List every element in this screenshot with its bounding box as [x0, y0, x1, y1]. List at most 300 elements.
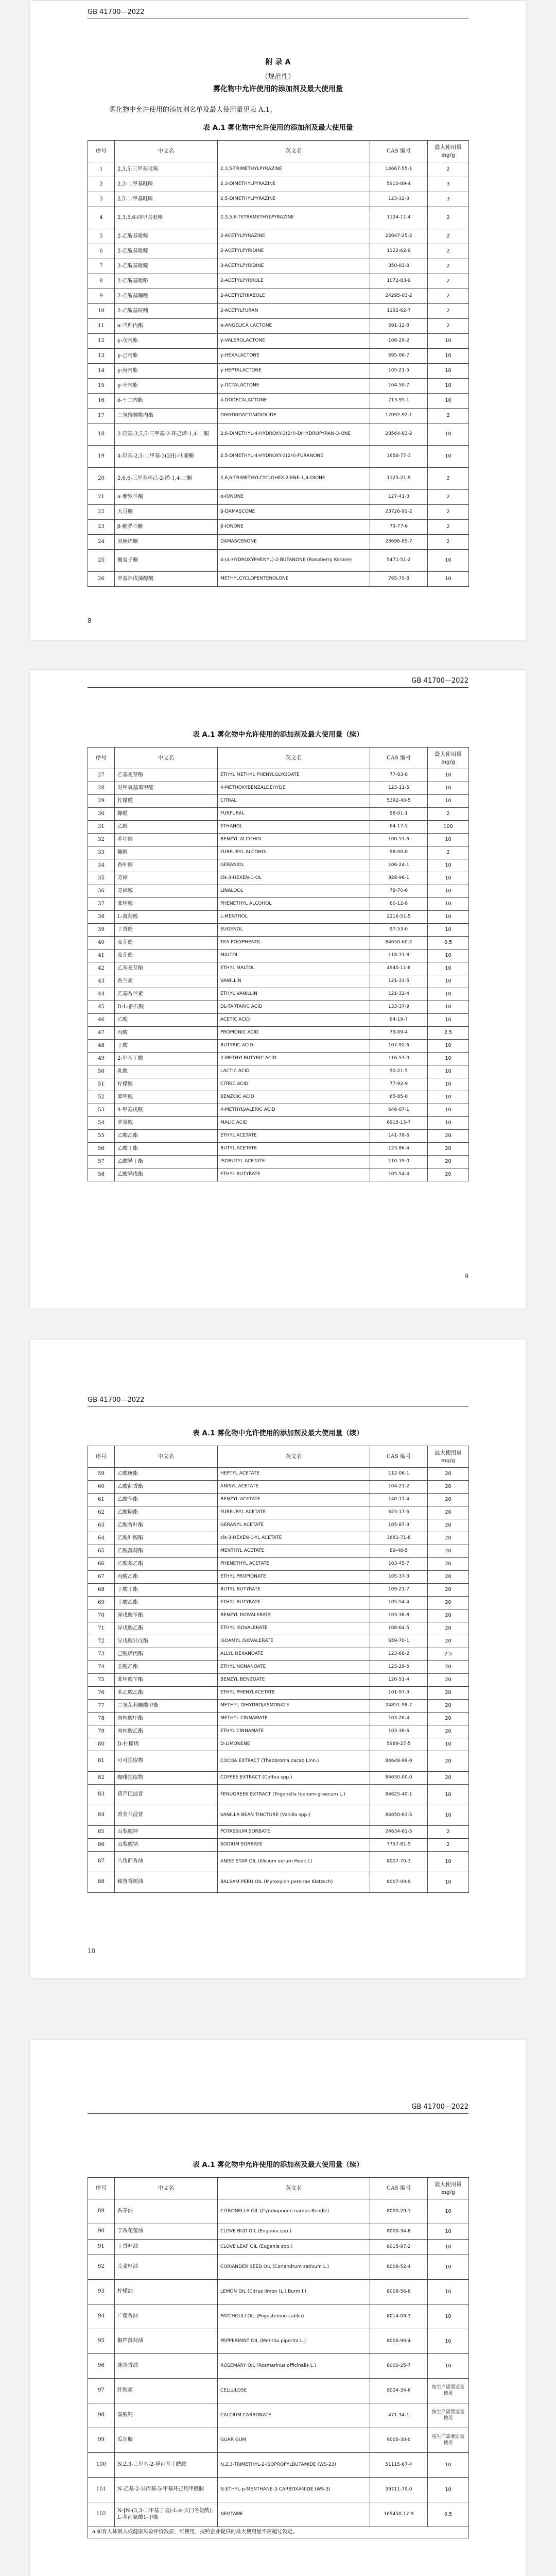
cell-en: ROSEMARY OIL (Rosmarinus officinalis L.) — [218, 2354, 370, 2379]
cell-cas: 23696-85-7 — [370, 535, 428, 550]
cell-max: 10 — [428, 2304, 469, 2329]
table-header-row — [88, 141, 469, 162]
cell-cas: 116-53-0 — [370, 1053, 428, 1065]
cell-max: 20 — [428, 1545, 469, 1558]
cell-cas: 1072-83-9 — [370, 274, 428, 289]
cell-cn: 乙酸庚酯 — [115, 1468, 218, 1481]
cell-max: 20 — [428, 1597, 469, 1609]
cell-en: CITRONELLA OIL (Cymbopogon nardus Rendle) — [218, 2199, 370, 2224]
cell-en: BENZYL ACETATE — [218, 1494, 370, 1506]
cell-cas: 765-70-8 — [370, 572, 428, 587]
cell-max: 10 — [428, 349, 469, 364]
table-row — [88, 2255, 469, 2280]
cell-cn: 山梨酸钠 — [115, 1839, 218, 1852]
cell-en: ETHYL ISOVALERATE — [218, 1622, 370, 1635]
cell-cn: N-[N-(3,3-二甲基丁基)-L-α-天门冬氨酰]-L-苯丙氨酸1-甲酯 — [115, 2502, 218, 2527]
cell-no: 96 — [88, 2354, 115, 2379]
table-row — [88, 1078, 469, 1091]
cell-cas: 101-97-3 — [370, 1687, 428, 1700]
cell-cas: 50-21-5 — [370, 1065, 428, 1078]
cell-cn: 丙酸 — [115, 1027, 218, 1040]
table-row — [88, 1053, 469, 1065]
cell-max: 20 — [428, 1635, 469, 1648]
cell-no: 97 — [88, 2379, 115, 2403]
cell-no: 62 — [88, 1506, 115, 1519]
cell-en: SODIUM SORBATE — [218, 1839, 370, 1852]
table-row — [88, 535, 469, 550]
cell-max: 20 — [428, 1130, 469, 1143]
cell-no: 22 — [88, 505, 115, 520]
cell-max: 2 — [428, 274, 469, 289]
table-row — [88, 859, 469, 872]
additive-table — [88, 140, 469, 587]
table-header-row — [88, 2178, 469, 2199]
cell-en: CITRAL — [218, 795, 370, 808]
cell-max: 20 — [428, 1519, 469, 1532]
cell-en: 2,3,5,6-TETRAMETHYLPYRAZINE — [218, 207, 370, 229]
cell-max: 10 — [428, 859, 469, 872]
table-row — [88, 229, 469, 244]
col-header-en: 英文名 — [218, 748, 370, 769]
cell-cas: 6915-15-7 — [370, 1117, 428, 1130]
cell-en: DAMASCENONE — [218, 535, 370, 550]
cell-cn: 壬酸乙酯 — [115, 1661, 218, 1674]
cell-no: 49 — [88, 1053, 115, 1065]
cell-cas: 118-71-8 — [370, 950, 428, 962]
cell-no: 80 — [88, 1738, 115, 1751]
cell-cas: 3681-71-8 — [370, 1532, 428, 1545]
cell-en: LEMON OIL (Citrus limon (L.) Burm.f.) — [218, 2280, 370, 2304]
col-header-cas: CAS 编号 — [370, 748, 428, 769]
cell-cas: 695-06-7 — [370, 349, 428, 364]
cell-cn: 丁酸乙酯 — [115, 1597, 218, 1609]
cell-no: 9 — [88, 289, 115, 304]
cell-no: 81 — [88, 1751, 115, 1772]
cell-cas: 8000-25-7 — [370, 2354, 428, 2379]
cell-max: 10 — [428, 1091, 469, 1104]
table-row — [88, 975, 469, 988]
cell-max: 10 — [428, 364, 469, 379]
cell-cas: 105-37-3 — [370, 1571, 428, 1584]
cell-max: 20 — [428, 1687, 469, 1700]
cell-cn: 秘鲁香树油 — [115, 1872, 218, 1893]
cell-cn: 乙酸苯乙酯 — [115, 1558, 218, 1571]
cell-cas: 121-32-4 — [370, 988, 428, 1001]
cell-cn: 肉桂酸甲酯 — [115, 1713, 218, 1725]
cell-cas: 78-70-6 — [370, 885, 428, 898]
col-header-cas: CAS 编号 — [370, 141, 428, 162]
cell-cn: 乙醇 — [115, 821, 218, 834]
col-header-en: 英文名 — [218, 2178, 370, 2199]
cell-cn: D-柠檬烯 — [115, 1738, 218, 1751]
cell-en: ETHYL MALTOL — [218, 962, 370, 975]
document-page-2 — [30, 670, 526, 1309]
cell-cn: 糠醇 — [115, 846, 218, 859]
table-row — [88, 162, 469, 177]
cell-no: 57 — [88, 1156, 115, 1168]
cell-max: 20 — [428, 1168, 469, 1181]
cell-cas: 84650-60-2 — [370, 937, 428, 950]
cell-cn: 八角茴香油 — [115, 1852, 218, 1872]
cell-cn: 异戊酸乙酯 — [115, 1622, 218, 1635]
cell-cas: 98-01-1 — [370, 808, 428, 821]
cell-en: cis-3-HEXEN-1-YL ACETATE — [218, 1532, 370, 1545]
cell-en: COCOA EXTRACT (Theobroma cacao Linn.) — [218, 1751, 370, 1772]
cell-cas: 97-53-0 — [370, 924, 428, 937]
cell-cas: 646-07-1 — [370, 1104, 428, 1117]
cell-cas: 24634-61-5 — [370, 1826, 428, 1839]
cell-no: 5 — [88, 229, 115, 244]
table-row — [88, 782, 469, 795]
cell-cas: 39711-79-0 — [370, 2478, 428, 2502]
table-row — [88, 490, 469, 505]
cell-max: 10 — [428, 2478, 469, 2502]
cell-cas: 471-34-1 — [370, 2403, 428, 2428]
cell-en: 2-ACETYLPYRROLE — [218, 274, 370, 289]
cell-en: ETHANOL — [218, 821, 370, 834]
cell-cas: 103-36-6 — [370, 1725, 428, 1738]
cell-cas: 121-33-5 — [370, 975, 428, 988]
cell-no: 38 — [88, 911, 115, 924]
cell-cn: 芳樟醇 — [115, 885, 218, 898]
cell-cas: 8007-70-3 — [370, 1852, 428, 1872]
cell-no: 35 — [88, 872, 115, 885]
cell-en: γ-OCTALACTONE — [218, 379, 370, 394]
cell-no: 76 — [88, 1687, 115, 1700]
table-row — [88, 1545, 469, 1558]
cell-en: β-DAMASCONE — [218, 505, 370, 520]
cell-max: 10 — [428, 2453, 469, 2478]
cell-max: 2 — [428, 229, 469, 244]
additive-table — [88, 1446, 469, 1893]
cell-no: 65 — [88, 1545, 115, 1558]
cell-max: 20 — [428, 1506, 469, 1519]
cell-no: 27 — [88, 769, 115, 782]
table-row — [88, 423, 469, 446]
table-row — [88, 2240, 469, 2255]
col-header-max: 最大使用量 mg/g — [428, 1446, 469, 1468]
cell-en: FURFURYL ALCOHOL — [218, 846, 370, 859]
cell-no: 77 — [88, 1700, 115, 1713]
cell-cn: 苹果酸 — [115, 1117, 218, 1130]
cell-en: LINALOOL — [218, 885, 370, 898]
table-row — [88, 1674, 469, 1687]
cell-cas: 9000-30-0 — [370, 2428, 428, 2453]
cell-no: 56 — [88, 1143, 115, 1156]
cell-en: TEA POLYPHENOL — [218, 937, 370, 950]
cell-cn: 2-乙酰基吡咯 — [115, 274, 218, 289]
cell-max: 2 — [428, 244, 469, 259]
cell-max: 2 — [428, 808, 469, 821]
cell-no: 1 — [88, 162, 115, 177]
cell-cn: 椒样薄荷油 — [115, 2329, 218, 2354]
cell-cn: 2,3,5,6-四甲基吡嗪 — [115, 207, 218, 229]
cell-en: CORIANDER SEED OIL (Coriandrum sativum L.) — [218, 2255, 370, 2280]
header-rule — [88, 1406, 468, 1407]
cell-en: β-IONONE — [218, 520, 370, 535]
table-row — [88, 1725, 469, 1738]
cell-en: VANILLIN — [218, 975, 370, 988]
table-row — [88, 1713, 469, 1725]
table-row — [88, 319, 469, 334]
cell-cas: 1124-11-4 — [370, 207, 428, 229]
table-row — [88, 1091, 469, 1104]
cell-cn: 麦芽酚 — [115, 937, 218, 950]
cell-max: 10 — [428, 988, 469, 1001]
table-row — [88, 192, 469, 207]
table-row — [88, 2224, 469, 2240]
table-row — [88, 2199, 469, 2224]
cell-max: 10 — [428, 2224, 469, 2240]
cell-cas: 108-29-2 — [370, 334, 428, 349]
table-row — [88, 2428, 469, 2453]
table-row — [88, 1494, 469, 1506]
cell-max: 2.5 — [428, 1648, 469, 1661]
cell-no: 39 — [88, 924, 115, 937]
cell-en: BENZOIC ACID — [218, 1091, 370, 1104]
cell-en: 2-METHYLBUTYRIC ACID — [218, 1053, 370, 1065]
cell-cn: 芫荽籽油 — [115, 2255, 218, 2280]
cell-no: 54 — [88, 1117, 115, 1130]
cell-no: 53 — [88, 1104, 115, 1117]
cell-en: α-IONONE — [218, 490, 370, 505]
cell-max: 10 — [428, 1065, 469, 1078]
cell-en: PHENETHYL ACETATE — [218, 1558, 370, 1571]
cell-no: 99 — [88, 2428, 115, 2453]
col-header-en: 英文名 — [218, 1446, 370, 1468]
col-header-cn: 中文名 — [115, 141, 218, 162]
cell-max: 20 — [428, 1661, 469, 1674]
cell-cas: 8007-00-9 — [370, 1872, 428, 1893]
cell-cas: 105-54-4 — [370, 1168, 428, 1181]
cell-cn: 乙酸异丁酯 — [115, 1156, 218, 1168]
col-header-no: 序号 — [88, 141, 115, 162]
cell-cas: 591-12-8 — [370, 319, 428, 334]
cell-max: 10 — [428, 769, 469, 782]
cell-cas: 98-00-0 — [370, 846, 428, 859]
cell-cn: 二氢茉莉酮酸甲酯 — [115, 1700, 218, 1713]
cell-no: 101 — [88, 2478, 115, 2502]
cell-en: 4-METHOXYBENZALDEHYDE — [218, 782, 370, 795]
cell-cas: 84650-63-5 — [370, 1805, 428, 1826]
cell-cas: 5471-51-2 — [370, 550, 428, 572]
table-row — [88, 468, 469, 490]
cell-no: 78 — [88, 1713, 115, 1725]
page-header-standard: GB 41700—2022 — [411, 2103, 468, 2111]
table-row — [88, 1156, 469, 1168]
cell-cas: 112-06-1 — [370, 1468, 428, 1481]
page-number: 10 — [88, 1947, 96, 1955]
cell-en: BUTYRIC ACID — [218, 1040, 370, 1053]
cell-cn: 苯甲醇 — [115, 898, 218, 911]
cell-cas: 104-50-7 — [370, 379, 428, 394]
cell-max: 10 — [428, 423, 469, 446]
cell-cn: 香兰素 — [115, 975, 218, 988]
cell-en: CLOVE BUD OIL (Eugenia spp.) — [218, 2224, 370, 2240]
cell-cas: 123-29-5 — [370, 1661, 428, 1674]
table-row — [88, 446, 469, 468]
cell-cn: 丁香花蕾油 — [115, 2224, 218, 2240]
cell-max: 20 — [428, 1143, 469, 1156]
cell-cn: 柠檬酸 — [115, 1078, 218, 1091]
col-header-max: 最大使用量 mg/g — [428, 2178, 469, 2199]
cell-max: 10 — [428, 2280, 469, 2304]
cell-max: 10 — [428, 2199, 469, 2224]
cell-cas: 623-17-6 — [370, 1506, 428, 1519]
cell-en: FENUGREEK EXTRACT (Trigonella foenum-graecum L.) — [218, 1785, 370, 1805]
cell-cas: 2216-51-5 — [370, 911, 428, 924]
table-row — [88, 988, 469, 1001]
table-row — [88, 274, 469, 289]
cell-cn: δ-十二内酯 — [115, 394, 218, 409]
cell-en: CITRIC ACID — [218, 1078, 370, 1091]
cell-max: 100 — [428, 821, 469, 834]
cell-max: 按生产需要适量使用 — [428, 2403, 469, 2428]
table-row — [88, 1104, 469, 1117]
cell-cn: 对甲氧基苯甲醛 — [115, 782, 218, 795]
cell-cas: 123-11-5 — [370, 782, 428, 795]
cell-en: CELLULOSE — [218, 2379, 370, 2403]
table-row — [88, 2304, 469, 2329]
cell-cn: 瓜尔胶 — [115, 2428, 218, 2453]
cell-cn: γ-辛内酯 — [115, 379, 218, 394]
cell-en: ETHYL ACETATE — [218, 1130, 370, 1143]
cell-en: 2-ACETYLFURAN — [218, 304, 370, 319]
table-row — [88, 1635, 469, 1648]
cell-cn: 2-乙酰基吡啶 — [115, 244, 218, 259]
cell-no: 4 — [88, 207, 115, 229]
cell-en: FURFURYL ACETATE — [218, 1506, 370, 1519]
cell-max: 10 — [428, 446, 469, 468]
col-header-cas: CAS 编号 — [370, 1446, 428, 1468]
table-row — [88, 1168, 469, 1181]
page-number: 8 — [88, 617, 92, 624]
cell-en: 2,5-DIMETHYLPYRAZINE — [218, 192, 370, 207]
cell-no: 21 — [88, 490, 115, 505]
table-row — [88, 769, 469, 782]
cell-cas: 8000-34-8 — [370, 2224, 428, 2240]
cell-cn: 己酸烯丙酯 — [115, 1648, 218, 1661]
cell-max: 10 — [428, 334, 469, 349]
cell-no: 28 — [88, 782, 115, 795]
table-row — [88, 364, 469, 379]
cell-no: 10 — [88, 304, 115, 319]
cell-cas: 141-78-6 — [370, 1130, 428, 1143]
cell-en: GERANIOL — [218, 859, 370, 872]
cell-en: PROPIONIC ACID — [218, 1027, 370, 1040]
cell-cas: 127-41-3 — [370, 490, 428, 505]
table-row — [88, 177, 469, 192]
cell-max: 10 — [428, 1040, 469, 1053]
cell-max: 20 — [428, 1584, 469, 1597]
cell-max: 20 — [428, 1725, 469, 1738]
page-header-standard: GB 41700—2022 — [88, 8, 145, 16]
cell-cas: 77-92-9 — [370, 1078, 428, 1091]
cell-en: DIHYDROACTINIDIOLIDE — [218, 409, 370, 423]
cell-no: 59 — [88, 1468, 115, 1481]
cell-no: 7 — [88, 259, 115, 274]
cell-no: 61 — [88, 1494, 115, 1506]
table-row — [88, 950, 469, 962]
table-row — [88, 1872, 469, 1893]
cell-cn: 糠醛 — [115, 808, 218, 821]
cell-cas: 89-48-5 — [370, 1545, 428, 1558]
cell-no: 26 — [88, 572, 115, 587]
table-row — [88, 550, 469, 572]
cell-cas: 123-32-0 — [370, 192, 428, 207]
cell-no: 69 — [88, 1597, 115, 1609]
cell-max: 2 — [428, 207, 469, 229]
cell-no: 93 — [88, 2280, 115, 2304]
cell-no: 32 — [88, 834, 115, 846]
cell-en: δ-DODECALACTONE — [218, 394, 370, 409]
cell-max: 10 — [428, 1852, 469, 1872]
cell-cn: α-当归内酯 — [115, 319, 218, 334]
document-page-3 — [30, 1340, 526, 1978]
cell-no: 90 — [88, 2224, 115, 2240]
cell-max: 10 — [428, 1872, 469, 1893]
cell-cn: 丁酸丁酯 — [115, 1584, 218, 1597]
cell-no: 19 — [88, 446, 115, 468]
cell-no: 83 — [88, 1785, 115, 1805]
cell-en: 2-ACETYLPYRIDINE — [218, 244, 370, 259]
table-caption: 表 A.1 雾化物中允许使用的添加剂及最大使用量 — [203, 124, 353, 132]
cell-max: 10 — [428, 795, 469, 808]
cell-max: 0.5 — [428, 937, 469, 950]
cell-en: HEPTYL ACETATE — [218, 1468, 370, 1481]
col-header-cas: CAS 编号 — [370, 2178, 428, 2199]
col-header-en: 英文名 — [218, 141, 370, 162]
cell-no: 71 — [88, 1622, 115, 1635]
cell-max: 10 — [428, 834, 469, 846]
cell-cn: 咖啡提取物 — [115, 1772, 218, 1785]
cell-en: 2-ACETYLTHIAZOLE — [218, 289, 370, 304]
cell-cn: 山梨酸钾 — [115, 1826, 218, 1839]
cell-cn: 2-乙酰基呋喃 — [115, 304, 218, 319]
cell-no: 14 — [88, 364, 115, 379]
table-row — [88, 846, 469, 859]
table-row — [88, 808, 469, 821]
cell-cas: 84650-00-0 — [370, 1772, 428, 1785]
cell-cn: 肉桂酸乙酯 — [115, 1725, 218, 1738]
table-row — [88, 572, 469, 587]
table-row — [88, 2453, 469, 2478]
cell-no: 24 — [88, 535, 115, 550]
cell-no: 50 — [88, 1065, 115, 1078]
cell-en: BALSAM PERU OIL (Myroxylon pereirae Klotzsch) — [218, 1872, 370, 1893]
cell-cas: 64-19-7 — [370, 1014, 428, 1027]
cell-cn: γ-庚内酯 — [115, 364, 218, 379]
cell-cas: 28564-83-2 — [370, 423, 428, 446]
cell-max: 20 — [428, 1609, 469, 1622]
cell-cas: 100-51-6 — [370, 834, 428, 846]
cell-en: PATCHOULI OIL (Pogostemon cablin) — [218, 2304, 370, 2329]
cell-en: N,2,3-TRIMETHYL-2-ISOPROPYLBUTAMIDE (WS-23) — [218, 2453, 370, 2478]
table-header-row — [88, 1446, 469, 1468]
cell-en: BENZYL ALCOHOL — [218, 834, 370, 846]
cell-en: COFFEE EXTRACT (Coffea spp.) — [218, 1772, 370, 1785]
table-row — [88, 2329, 469, 2354]
cell-max: 10 — [428, 394, 469, 409]
table-row — [88, 834, 469, 846]
cell-max: 3 — [428, 192, 469, 207]
cell-cas: 8014-09-3 — [370, 2304, 428, 2329]
cell-cas: 5392-40-5 — [370, 795, 428, 808]
cell-no: 43 — [88, 975, 115, 988]
cell-cn: 乙酸薄荷酯 — [115, 1545, 218, 1558]
cell-no: 100 — [88, 2453, 115, 2478]
cell-cas: 60-12-8 — [370, 898, 428, 911]
